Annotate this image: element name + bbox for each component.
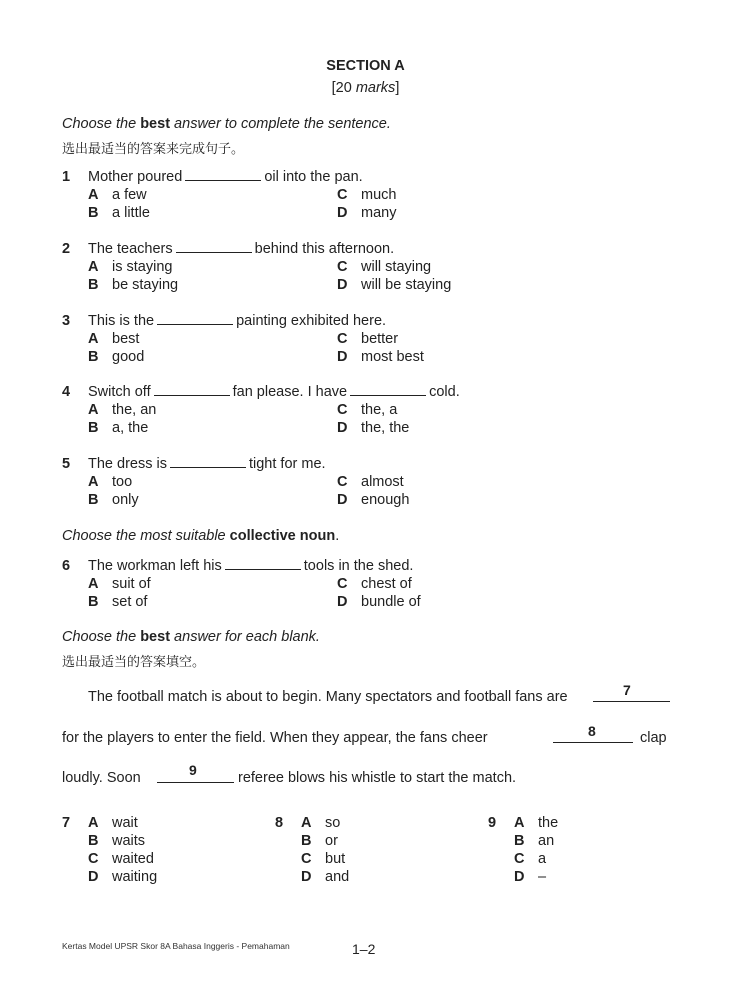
marks-label: [20 marks] [331,80,400,96]
option-d[interactable]: D most best [337,349,424,365]
passage-line-3-start: loudly. Soon [62,770,141,786]
option-d[interactable]: D bundle of [337,594,421,610]
footer-source: Kertas Model UPSR Skor 8A Bahasa Inggeris - Pemahaman [62,941,290,951]
passage-line-2: for the players to enter the field. When they appear, the fans cheer [62,730,488,746]
passage-line-2-end: clap [640,730,667,746]
option-b[interactable]: B a little [88,205,150,221]
option-d[interactable]: D will be staying [337,277,452,293]
option-d[interactable]: D many [337,205,397,221]
question-stem: This is the painting exhibited here. [88,313,387,329]
passage-line-3-end: referee blows his whistle to start the match. [238,770,517,786]
question-number: 5 [62,456,71,472]
option-d[interactable]: D waiting [88,869,158,885]
option-d[interactable]: D the, the [337,420,410,436]
option-b[interactable]: B good [88,349,145,365]
option-b[interactable]: B only [88,492,139,508]
blank-number-8: 8 [588,723,596,739]
question-number: 3 [62,313,71,329]
instruction-collective-noun: Choose the most suitable collective noun. [62,528,340,544]
option-c[interactable]: C better [337,331,399,347]
question-stem: The teachers behind this afternoon. [88,241,395,257]
answer-blank [225,558,301,570]
option-b[interactable]: B waits [88,833,146,849]
question-stem: Switch off fan please. I have cold. [88,384,460,400]
option-b[interactable]: B or [301,833,338,849]
option-a[interactable]: A a few [88,187,147,203]
blank-number-7: 7 [623,682,631,698]
option-a[interactable]: A the, an [88,402,157,418]
answer-blank [157,313,233,325]
question-number: 9 [488,815,497,831]
option-c[interactable]: C a [514,851,547,867]
option-d[interactable]: D enough [337,492,410,508]
option-a[interactable]: A the [514,815,559,831]
option-d[interactable]: D and [301,869,350,885]
question-stem: The workman left his tools in the shed. [88,558,414,574]
question-number: 1 [62,169,71,185]
option-a[interactable]: A wait [88,815,138,831]
question-number: 6 [62,558,71,574]
page-number: 1–2 [352,941,376,957]
option-a[interactable]: A suit of [88,576,151,592]
option-c[interactable]: C chest of [337,576,412,592]
instruction-complete-sentence: Choose the best answer to complete the sentence. [62,116,391,132]
question-number: 7 [62,815,71,831]
option-c[interactable]: C much [337,187,397,203]
option-c[interactable]: C waited [88,851,154,867]
option-a[interactable]: A too [88,474,133,490]
answer-blank [154,384,230,396]
option-c[interactable]: C will staying [337,259,432,275]
option-c[interactable]: C almost [337,474,404,490]
option-d[interactable]: D – [514,869,547,885]
question-stem: Mother poured oil into the pan. [88,169,363,185]
option-b[interactable]: B an [514,833,555,849]
question-number: 8 [275,815,284,831]
option-a[interactable]: A is staying [88,259,173,275]
answer-blank-8 [553,741,633,743]
option-c[interactable]: C but [301,851,346,867]
answer-blank [170,456,246,468]
option-c[interactable]: C the, a [337,402,398,418]
question-number: 2 [62,241,71,257]
answer-blank [350,384,426,396]
option-a[interactable]: A so [301,815,341,831]
answer-blank [176,241,252,253]
answer-blank-7 [593,700,670,702]
blank-number-9: 9 [189,762,197,778]
question-number: 4 [62,384,71,400]
instruction-chinese-2: 选出最适当的答案填空。 [62,655,206,670]
option-b[interactable]: B be staying [88,277,179,293]
option-b[interactable]: B a, the [88,420,149,436]
answer-blank [185,169,261,181]
question-stem: The dress is tight for me. [88,456,326,472]
option-b[interactable]: B set of [88,594,148,610]
section-title: SECTION A [326,58,405,74]
passage-line-1: The football match is about to begin. Many spectators and football fans are [88,689,568,705]
instruction-each-blank: Choose the best answer for each blank. [62,629,320,645]
option-a[interactable]: A best [88,331,140,347]
answer-blank-9 [157,781,234,783]
instruction-chinese-1: 选出最适当的答案来完成句子。 [62,142,245,157]
